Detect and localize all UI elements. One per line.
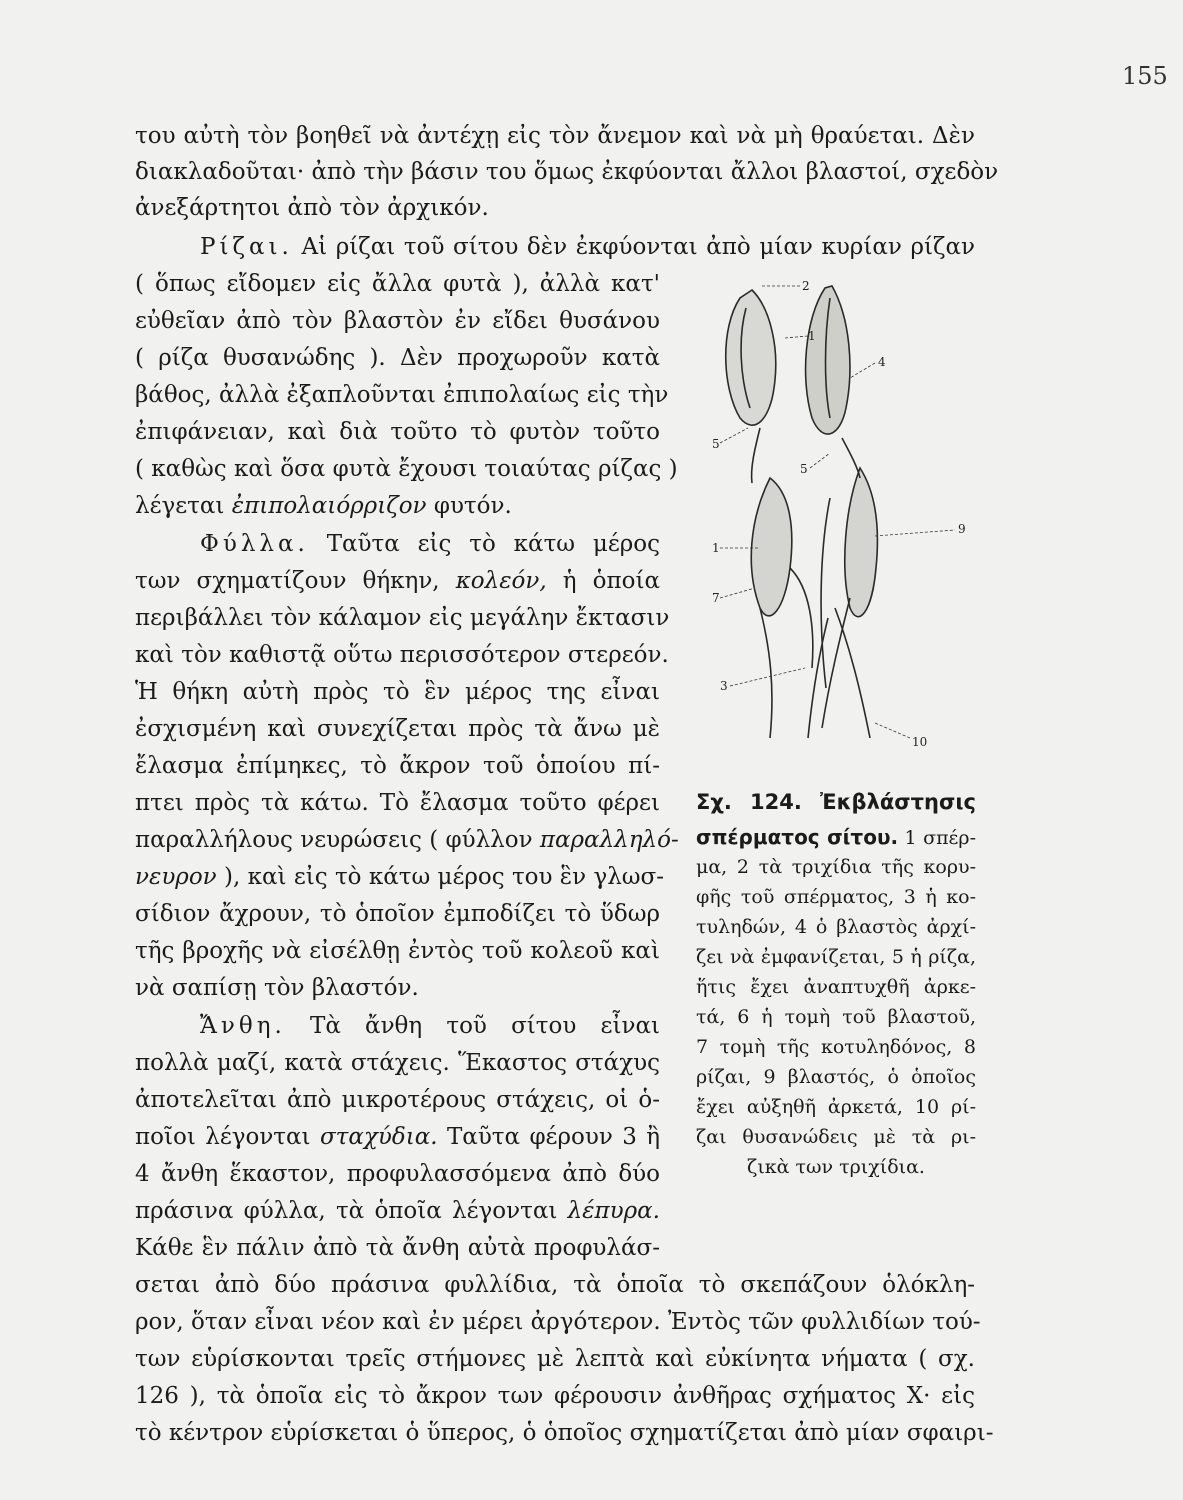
term-italic: λέπυρα. (567, 1198, 660, 1224)
figure-label: 7 (712, 591, 720, 605)
body-line: 126 ), τὰ ὁποῖα εἰς τὸ ἄκρον των φέρουσιν ἀνθῆρας σχήματος Χ· εἰς (135, 1383, 975, 1409)
text-run: ποῖοι λέγονται (135, 1124, 320, 1150)
caption-line: τυληδών, 4 ὁ βλαστὸς ἀρχί- (696, 916, 976, 938)
body-line: σεται ἀπὸ δύο πράσινα φυλλίδια, τὰ ὁποῖα τὸ σκεπάζουν ὁλόκλη- (135, 1272, 975, 1298)
body-line: ἀνεξάρτητοι ἀπὸ τὸν ἀρχικόν. (135, 195, 489, 221)
caption-line: ἔχει αὐξηθῆ ἀρκετά, 10 ρί- (696, 1096, 976, 1118)
leaf-shape (845, 468, 878, 617)
body-line: νὰ σαπίσῃ τὸν βλαστόν. (135, 975, 419, 1001)
flowers-heading: Ἄνθη. (200, 1013, 286, 1039)
body-line: διακλαδοῦται· ἀπὸ τὴν βάσιν του ὅμως ἐκφύονται ἄλλοι βλαστοί, σχεδὸν (135, 159, 999, 185)
body-line: Ἡ θήκη αὐτὴ πρὸς τὸ ἓν μέρος της εἶναι (135, 679, 660, 705)
text-run: ), καὶ εἰς τὸ κάτω μέρος του ἓν γλωσ- (216, 864, 664, 890)
body-line: του αὐτὴ τὸν βοηθεῖ νὰ ἀντέχῃ εἰς τὸν ἄνεμον καὶ νὰ μὴ θραύεται. Δὲν (135, 123, 975, 149)
body-line: πτει πρὸς τὰ κάτω. Τὸ ἔλασμα τοῦτο φέρει (135, 790, 660, 816)
term-italic: ἐπιπολαιόρριζον (231, 493, 427, 519)
body-line: ἐπιφάνειαν, καὶ διὰ τοῦτο τὸ φυτὸν τοῦτο (135, 419, 660, 445)
figure-label: 2 (802, 279, 810, 293)
caption-line: ζικὰ των τριχίδια. (747, 1156, 925, 1178)
text-run: φυτόν. (426, 493, 512, 519)
body-line: ρον, ὅταν εἶναι νέον καὶ ἐν μέρει ἀργότερον. Ἐντὸς τῶν φυλλιδίων τού- (135, 1309, 981, 1335)
body-line (135, 859, 664, 895)
body-line (135, 1119, 660, 1155)
caption-bold: σπέρματος σίτου. (696, 825, 899, 849)
body-line: τῆς βροχῆς νὰ εἰσέλθῃ ἐντὸς τοῦ κολεοῦ καὶ (135, 938, 660, 964)
caption-line: ρίζαι, 9 βλαστός, ὁ ὁποῖος (696, 1066, 976, 1088)
body-line: πολλὰ μαζί, κατὰ στάχεις. Ἕκαστος στάχυς (135, 1050, 660, 1076)
text-run: των σχηματίζουν θήκην, (135, 568, 456, 594)
figure-label: 4 (878, 355, 886, 369)
figure-label: 3 (720, 679, 728, 693)
body-line: περιβάλλει τὸν κάλαμον εἰς μεγάλην ἔκτασιν (135, 605, 670, 631)
body-line (135, 822, 679, 858)
text-run: πράσινα φύλλα, τὰ ὁποῖα λέγονται (135, 1198, 568, 1224)
body-line: ( ὅπως εἴδομεν εἰς ἄλλα φυτὰ ), ἀλλὰ κατ' (135, 271, 660, 297)
figure-label: 9 (958, 522, 966, 536)
caption-line: 7 τομὴ τῆς κοτυληδόνος, 8 (696, 1036, 976, 1058)
leaf-shape (751, 478, 792, 616)
roots-text: Αἱ ρίζαι τοῦ σίτου δὲν ἐκφύονται ἀπὸ μίαν κυρίαν ρίζαν (301, 234, 975, 260)
roots-heading: Ρίζαι. (200, 234, 293, 260)
caption-line: τά, 6 ἡ τομὴ τοῦ βλαστοῦ, (696, 1006, 976, 1028)
leaves-heading: Φύλλα. (200, 531, 309, 557)
body-line: σίδιον ἄχρουν, τὸ ὁποῖον ἐμποδίζει τὸ ὕδωρ (135, 901, 660, 927)
grain-shape (806, 286, 850, 434)
body-line: ( ρίζα θυσανώδης ). Δὲν προχωροῦν κατὰ (135, 345, 660, 371)
text-run: Ταῦτα φέρουν 3 ἢ (437, 1124, 660, 1150)
leaves-text: Ταῦτα εἰς τὸ κάτω μέρος (326, 531, 661, 557)
text-run: λέγεται (135, 493, 232, 519)
body-line: ἔλασμα ἐπίμηκες, τὸ ἄκρον τοῦ ὁποίου πί- (135, 753, 660, 779)
caption-text: 1 σπέρ- (898, 827, 976, 849)
caption-line (696, 822, 976, 853)
body-line: βάθος, ἀλλὰ ἐξαπλοῦνται ἐπιπολαίως εἰς τὴν (135, 382, 669, 408)
text-run: παραλλήλους νευρώσεις ( φύλλον (135, 827, 540, 853)
leaves-line-1 (200, 526, 660, 562)
figure-label: 1 (808, 329, 816, 343)
body-line: ἐσχισμένη καὶ συνεχίζεται πρὸς τὰ ἄνω μὲ (135, 716, 660, 742)
caption-line: ἥτις ἔχει ἀναπτυχθῆ ἀρκε- (696, 976, 976, 998)
body-line: 4 ἄνθη ἕκαστον, προφυλασσόμενα ἀπὸ δύο (135, 1161, 660, 1187)
body-line (135, 563, 660, 599)
term-italic: παραλληλό- (539, 827, 679, 853)
illustration-svg (700, 268, 980, 768)
figure-label: 10 (912, 735, 928, 749)
caption-line: ζαι θυσανώδεις μὲ τὰ ρι- (696, 1126, 976, 1148)
body-line: τὸ κέντρον εὑρίσκεται ὁ ὕπερος, ὁ ὁποῖος σχηματίζεται ἀπὸ μίαν σφαιρι- (135, 1420, 994, 1446)
caption-line: μα, 2 τὰ τριχίδια τῆς κορυ- (696, 856, 976, 878)
body-line: ἀποτελεῖται ἀπὸ μικροτέρους στάχεις, οἱ ὁ- (135, 1087, 660, 1113)
figure-label: 5 (712, 437, 720, 451)
wheat-germination-illustration (700, 268, 980, 768)
body-line (135, 1193, 660, 1229)
body-line (135, 488, 660, 524)
figure-label: 5 (800, 462, 808, 476)
roots-line-1 (200, 229, 975, 265)
figure-label: 1 (712, 541, 720, 555)
caption-line: ζει νὰ ἐμφανίζεται, 5 ἡ ρίζα, (696, 946, 976, 968)
figure-caption-title: Σχ. 124. Ἐκβλάστησις (696, 790, 976, 814)
page-number: 155 (1122, 62, 1168, 90)
term-italic: κολεόν, (455, 568, 547, 594)
body-line: ( καθὼς καὶ ὅσα φυτὰ ἔχουσι τοιαύτας ρίζας ) (135, 456, 678, 482)
seed-shape (726, 290, 776, 425)
term-italic: σταχύδια. (319, 1124, 438, 1150)
term-italic: νευρον (135, 864, 217, 890)
flowers-line-1 (200, 1008, 660, 1044)
body-line: εὐθεῖαν ἀπὸ τὸν βλαστὸν ἐν εἴδει θυσάνου (135, 308, 660, 334)
body-line: Κάθε ἓν πάλιν ἀπὸ τὰ ἄνθη αὐτὰ προφυλάσ- (135, 1235, 660, 1261)
text-run: ἡ ὁποία (546, 568, 661, 594)
flowers-text: Τὰ ἄνθη τοῦ σίτου εἶναι (310, 1013, 660, 1039)
caption-line: φῆς τοῦ σπέρματος, 3 ἡ κο- (696, 886, 976, 908)
body-line: καὶ τὸν καθιστᾷ οὕτω περισσότερον στερεόν. (135, 642, 669, 668)
body-line: των εὑρίσκονται τρεῖς στήμονες μὲ λεπτὰ καὶ εὐκίνητα νήματα ( σχ. (135, 1346, 975, 1372)
